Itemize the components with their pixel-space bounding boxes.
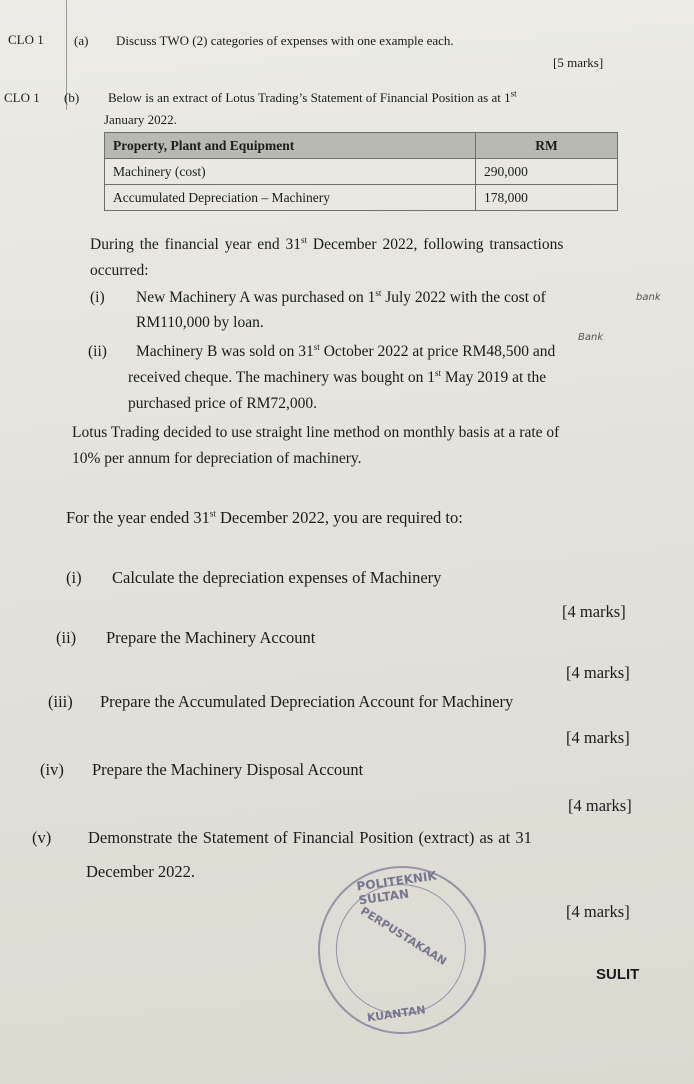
transaction-2-label: (ii) [88, 343, 107, 360]
part-a-question: Discuss TWO (2) categories of expenses with one example each. [116, 33, 454, 48]
sulit-label: SULIT [596, 966, 640, 983]
library-stamp: POLITEKNIK SULTAN PERPUSTAKAAN KUANTAN [307, 855, 497, 1045]
part-b-intro-line2: January 2022. [104, 112, 177, 127]
task-1-label: (i) [66, 568, 82, 587]
task-2-label: (ii) [56, 628, 77, 647]
required-intro: For the year ended 31st December 2022, you are required to: [66, 508, 463, 527]
task-1-marks: [4 marks] [562, 602, 626, 621]
task-5-marks: [4 marks] [566, 902, 630, 921]
task-4-label: (iv) [40, 760, 64, 779]
transaction-1-label: (i) [90, 289, 105, 306]
during-line2: occurred: [90, 262, 149, 279]
policy-line2: 10% per annum for depreciation of machinery. [72, 450, 362, 467]
financial-position-table [104, 132, 618, 211]
task-3-marks: [4 marks] [566, 728, 630, 747]
handwritten-note-bank-2: Bank [578, 332, 604, 343]
table-row: Machinery (cost) 290,000 [105, 159, 618, 185]
part-b-intro: Below is an extract of Lotus Trading’s Statement of Financial Position as at 1st [108, 88, 517, 105]
task-3-text: Prepare the Accumulated Depreciation Account for Machinery [100, 692, 514, 711]
part-b-label: (b) [64, 90, 80, 105]
transaction-2-line1: Machinery B was sold on 31st October 2022 at price RM48,500 and [136, 341, 556, 360]
task-4-marks: [4 marks] [568, 796, 632, 815]
table-header-ppe: Property, Plant and Equipment [105, 133, 476, 159]
transaction-2-line3: purchased price of RM72,000. [128, 395, 317, 412]
transaction-1-line2: RM110,000 by loan. [136, 314, 264, 331]
task-5-label: (v) [32, 828, 52, 847]
transaction-1-line1: New Machinery A was purchased on 1st July 2022 with the cost of [136, 287, 546, 306]
table-header-rm: RM [476, 133, 618, 159]
task-2-marks: [4 marks] [566, 663, 630, 682]
during-line1: During the financial year end 31st December 2022, following transactions [90, 234, 564, 253]
policy-line1: Lotus Trading decided to use straight line method on monthly basis at a rate of [72, 424, 560, 441]
part-a-clo: CLO 1 [8, 32, 44, 47]
task-2-text: Prepare the Machinery Account [106, 628, 316, 647]
part-a-label: (a) [74, 33, 89, 48]
handwritten-note-bank: bank [636, 292, 661, 303]
part-b-clo: CLO 1 [4, 90, 40, 105]
part-a-marks: [5 marks] [553, 55, 604, 70]
task-5-text-line2: December 2022. [86, 862, 196, 881]
task-1-text: Calculate the depreciation expenses of Machinery [112, 568, 442, 587]
task-3-label: (iii) [48, 692, 73, 711]
task-4-text: Prepare the Machinery Disposal Account [92, 760, 364, 779]
table-row: Accumulated Depreciation – Machinery 178,000 [105, 185, 618, 211]
transaction-2-line2: received cheque. The machinery was bought on 1st May 2019 at the [128, 367, 547, 386]
task-5-text: Demonstrate the Statement of Financial Position (extract) as at 31 [88, 828, 532, 847]
